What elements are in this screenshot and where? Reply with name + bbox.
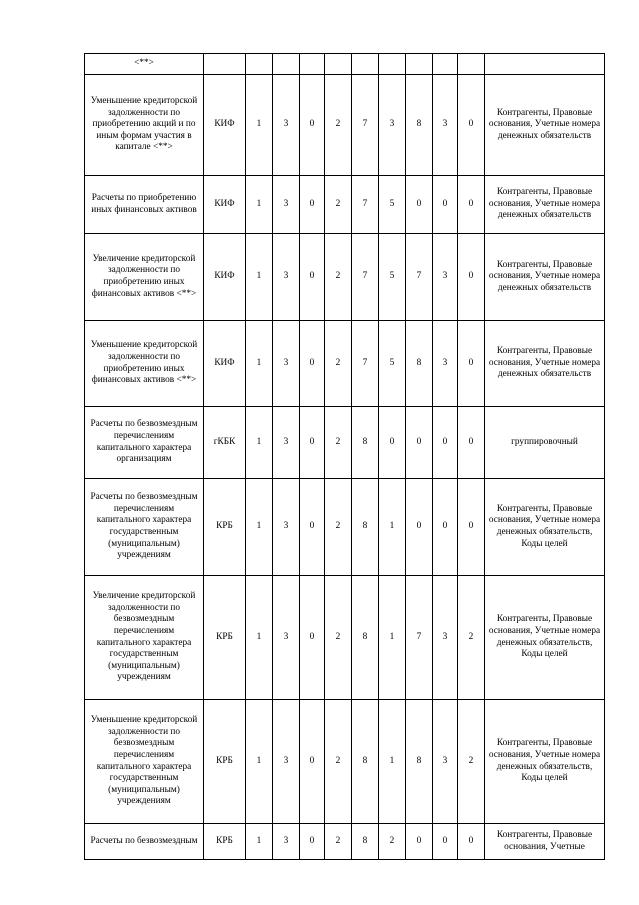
account-code-digit-cell xyxy=(406,54,433,75)
account-code-digit-cell: 8 xyxy=(406,700,433,824)
account-name-cell: Расчеты по приобретению иных финансовых активов xyxy=(85,176,204,234)
account-name-cell: Расчеты по безвозмездным xyxy=(85,824,204,860)
account-code-digit-cell: 0 xyxy=(300,700,325,824)
account-kind-cell: КИФ xyxy=(204,176,246,234)
analytics-cell: Контрагенты, Правовые основания, Учетные номера денежных обязательств xyxy=(485,234,605,321)
account-code-digit-cell: 0 xyxy=(300,321,325,407)
account-code-digit-cell: 3 xyxy=(433,700,458,824)
account-code-digit-cell: 2 xyxy=(325,75,352,176)
analytics-cell: Контрагенты, Правовые основания, Учетные номера денежных обязательств, Коды целей xyxy=(485,700,605,824)
account-code-digit-cell: 3 xyxy=(273,824,300,860)
account-kind-cell: гКБК xyxy=(204,407,246,479)
account-code-digit-cell: 8 xyxy=(352,700,379,824)
account-code-digit-cell: 0 xyxy=(406,176,433,234)
account-kind-cell xyxy=(204,54,246,75)
account-code-digit-cell xyxy=(325,54,352,75)
account-code-digit-cell: 3 xyxy=(433,321,458,407)
account-kind-cell: КРБ xyxy=(204,576,246,700)
account-code-digit-cell: 1 xyxy=(246,234,273,321)
account-code-digit-cell: 0 xyxy=(406,407,433,479)
account-code-digit-cell: 8 xyxy=(352,479,379,576)
account-code-digit-cell: 0 xyxy=(300,407,325,479)
account-code-digit-cell: 3 xyxy=(273,234,300,321)
account-code-digit-cell: 0 xyxy=(458,234,485,321)
account-code-digit-cell: 3 xyxy=(273,576,300,700)
account-code-digit-cell: 0 xyxy=(300,75,325,176)
account-kind-cell: КИФ xyxy=(204,75,246,176)
analytics-cell: Контрагенты, Правовые основания, Учетные номера денежных обязательств xyxy=(485,75,605,176)
account-name-cell: Уменьшение кредиторской задолженности по безвозмездным перечислениям капитального характера государственным (муниципальным) учреждениям xyxy=(85,700,204,824)
account-code-digit-cell: 3 xyxy=(273,700,300,824)
account-code-digit-cell: 0 xyxy=(300,176,325,234)
account-code-digit-cell: 1 xyxy=(379,576,406,700)
account-name-cell: Уменьшение кредиторской задолженности по приобретению акций и по иным формам участия в капитале <**> xyxy=(85,75,204,176)
account-code-digit-cell: 7 xyxy=(352,321,379,407)
account-code-digit-cell: 5 xyxy=(379,321,406,407)
account-name-cell: <**> xyxy=(85,54,204,75)
account-code-digit-cell: 2 xyxy=(325,576,352,700)
account-code-digit-cell: 2 xyxy=(379,824,406,860)
account-code-digit-cell: 2 xyxy=(325,234,352,321)
account-name-cell: Увеличение кредиторской задолженности по приобретению иных финансовых активов <**> xyxy=(85,234,204,321)
account-kind-cell: КРБ xyxy=(204,700,246,824)
account-kind-cell: КИФ xyxy=(204,234,246,321)
account-code-digit-cell: 1 xyxy=(246,479,273,576)
account-code-digit-cell: 7 xyxy=(352,176,379,234)
account-code-digit-cell: 7 xyxy=(406,234,433,321)
account-code-digit-cell: 2 xyxy=(325,176,352,234)
analytics-cell: Контрагенты, Правовые основания, Учетные номера денежных обязательств xyxy=(485,176,605,234)
account-code-digit-cell xyxy=(352,54,379,75)
analytics-cell: группировочный xyxy=(485,407,605,479)
table-row xyxy=(85,407,605,479)
account-code-digit-cell: 1 xyxy=(246,824,273,860)
account-code-digit-cell: 0 xyxy=(406,479,433,576)
account-code-digit-cell: 0 xyxy=(433,479,458,576)
account-code-digit-cell: 3 xyxy=(273,479,300,576)
account-kind-cell: КРБ xyxy=(204,479,246,576)
account-code-digit-cell: 3 xyxy=(433,234,458,321)
account-code-digit-cell: 3 xyxy=(273,75,300,176)
table-body xyxy=(85,54,605,860)
account-name-cell: Уменьшение кредиторской задолженности по приобретению иных финансовых активов <**> xyxy=(85,321,204,407)
account-code-digit-cell: 3 xyxy=(273,321,300,407)
analytics-cell: Контрагенты, Правовые основания, Учетные номера денежных обязательств xyxy=(485,321,605,407)
account-code-digit-cell: 0 xyxy=(406,824,433,860)
account-code-digit-cell: 2 xyxy=(325,321,352,407)
chart-of-accounts-table xyxy=(84,53,605,860)
account-code-digit-cell: 0 xyxy=(379,407,406,479)
account-code-digit-cell: 2 xyxy=(458,576,485,700)
account-code-digit-cell: 0 xyxy=(458,479,485,576)
account-name-cell: Расчеты по безвозмездным перечислениям капитального характера государственным (муниципальным) учреждениям xyxy=(85,479,204,576)
account-code-digit-cell: 1 xyxy=(246,576,273,700)
table-row xyxy=(85,479,605,576)
account-code-digit-cell: 3 xyxy=(433,75,458,176)
account-code-digit-cell: 0 xyxy=(300,824,325,860)
account-kind-cell: КРБ xyxy=(204,824,246,860)
account-code-digit-cell: 2 xyxy=(325,479,352,576)
account-code-digit-cell: 8 xyxy=(352,824,379,860)
table-row xyxy=(85,700,605,824)
account-code-digit-cell: 5 xyxy=(379,176,406,234)
table-row xyxy=(85,576,605,700)
account-code-digit-cell: 0 xyxy=(433,176,458,234)
account-code-digit-cell: 2 xyxy=(325,700,352,824)
account-code-digit-cell: 2 xyxy=(325,824,352,860)
account-code-digit-cell: 0 xyxy=(458,407,485,479)
account-code-digit-cell: 7 xyxy=(352,234,379,321)
account-code-digit-cell: 0 xyxy=(458,75,485,176)
account-code-digit-cell: 0 xyxy=(433,407,458,479)
account-code-digit-cell xyxy=(379,54,406,75)
account-code-digit-cell: 0 xyxy=(458,321,485,407)
account-code-digit-cell: 7 xyxy=(352,75,379,176)
account-code-digit-cell xyxy=(458,54,485,75)
table-row xyxy=(85,176,605,234)
account-name-cell: Увеличение кредиторской задолженности по безвозмездным перечислениям капитального характера государственным (муниципальным) учреждениям xyxy=(85,576,204,700)
account-code-digit-cell: 8 xyxy=(406,321,433,407)
account-code-digit-cell: 1 xyxy=(246,176,273,234)
account-code-digit-cell: 8 xyxy=(352,407,379,479)
account-code-digit-cell: 0 xyxy=(458,176,485,234)
account-code-digit-cell: 0 xyxy=(433,824,458,860)
analytics-cell: Контрагенты, Правовые основания, Учетные номера денежных обязательств, Коды целей xyxy=(485,576,605,700)
account-code-digit-cell: 8 xyxy=(352,576,379,700)
account-name-cell: Расчеты по безвозмездным перечислениям капитального характера организациям xyxy=(85,407,204,479)
account-code-digit-cell: 2 xyxy=(325,407,352,479)
account-code-digit-cell: 1 xyxy=(246,321,273,407)
account-code-digit-cell: 1 xyxy=(379,700,406,824)
account-code-digit-cell: 8 xyxy=(406,75,433,176)
account-code-digit-cell xyxy=(433,54,458,75)
account-code-digit-cell: 3 xyxy=(273,176,300,234)
account-code-digit-cell: 5 xyxy=(379,234,406,321)
analytics-cell: Контрагенты, Правовые основания, Учетные номера денежных обязательств, Коды целей xyxy=(485,479,605,576)
analytics-cell: Контрагенты, Правовые основания, Учетные xyxy=(485,824,605,860)
table-row xyxy=(85,75,605,176)
account-code-digit-cell: 1 xyxy=(246,75,273,176)
account-code-digit-cell: 7 xyxy=(406,576,433,700)
account-code-digit-cell xyxy=(300,54,325,75)
account-code-digit-cell xyxy=(246,54,273,75)
table-row xyxy=(85,321,605,407)
account-code-digit-cell: 1 xyxy=(379,479,406,576)
account-code-digit-cell: 0 xyxy=(300,234,325,321)
account-code-digit-cell: 0 xyxy=(458,824,485,860)
account-code-digit-cell: 3 xyxy=(379,75,406,176)
account-code-digit-cell: 1 xyxy=(246,407,273,479)
account-code-digit-cell: 0 xyxy=(300,479,325,576)
table-row xyxy=(85,54,605,75)
account-code-digit-cell: 0 xyxy=(300,576,325,700)
account-code-digit-cell xyxy=(273,54,300,75)
account-code-digit-cell: 2 xyxy=(458,700,485,824)
analytics-cell xyxy=(485,54,605,75)
account-code-digit-cell: 1 xyxy=(246,700,273,824)
account-code-digit-cell: 3 xyxy=(273,407,300,479)
table-row xyxy=(85,824,605,860)
account-code-digit-cell: 3 xyxy=(433,576,458,700)
table-row xyxy=(85,234,605,321)
account-kind-cell: КИФ xyxy=(204,321,246,407)
